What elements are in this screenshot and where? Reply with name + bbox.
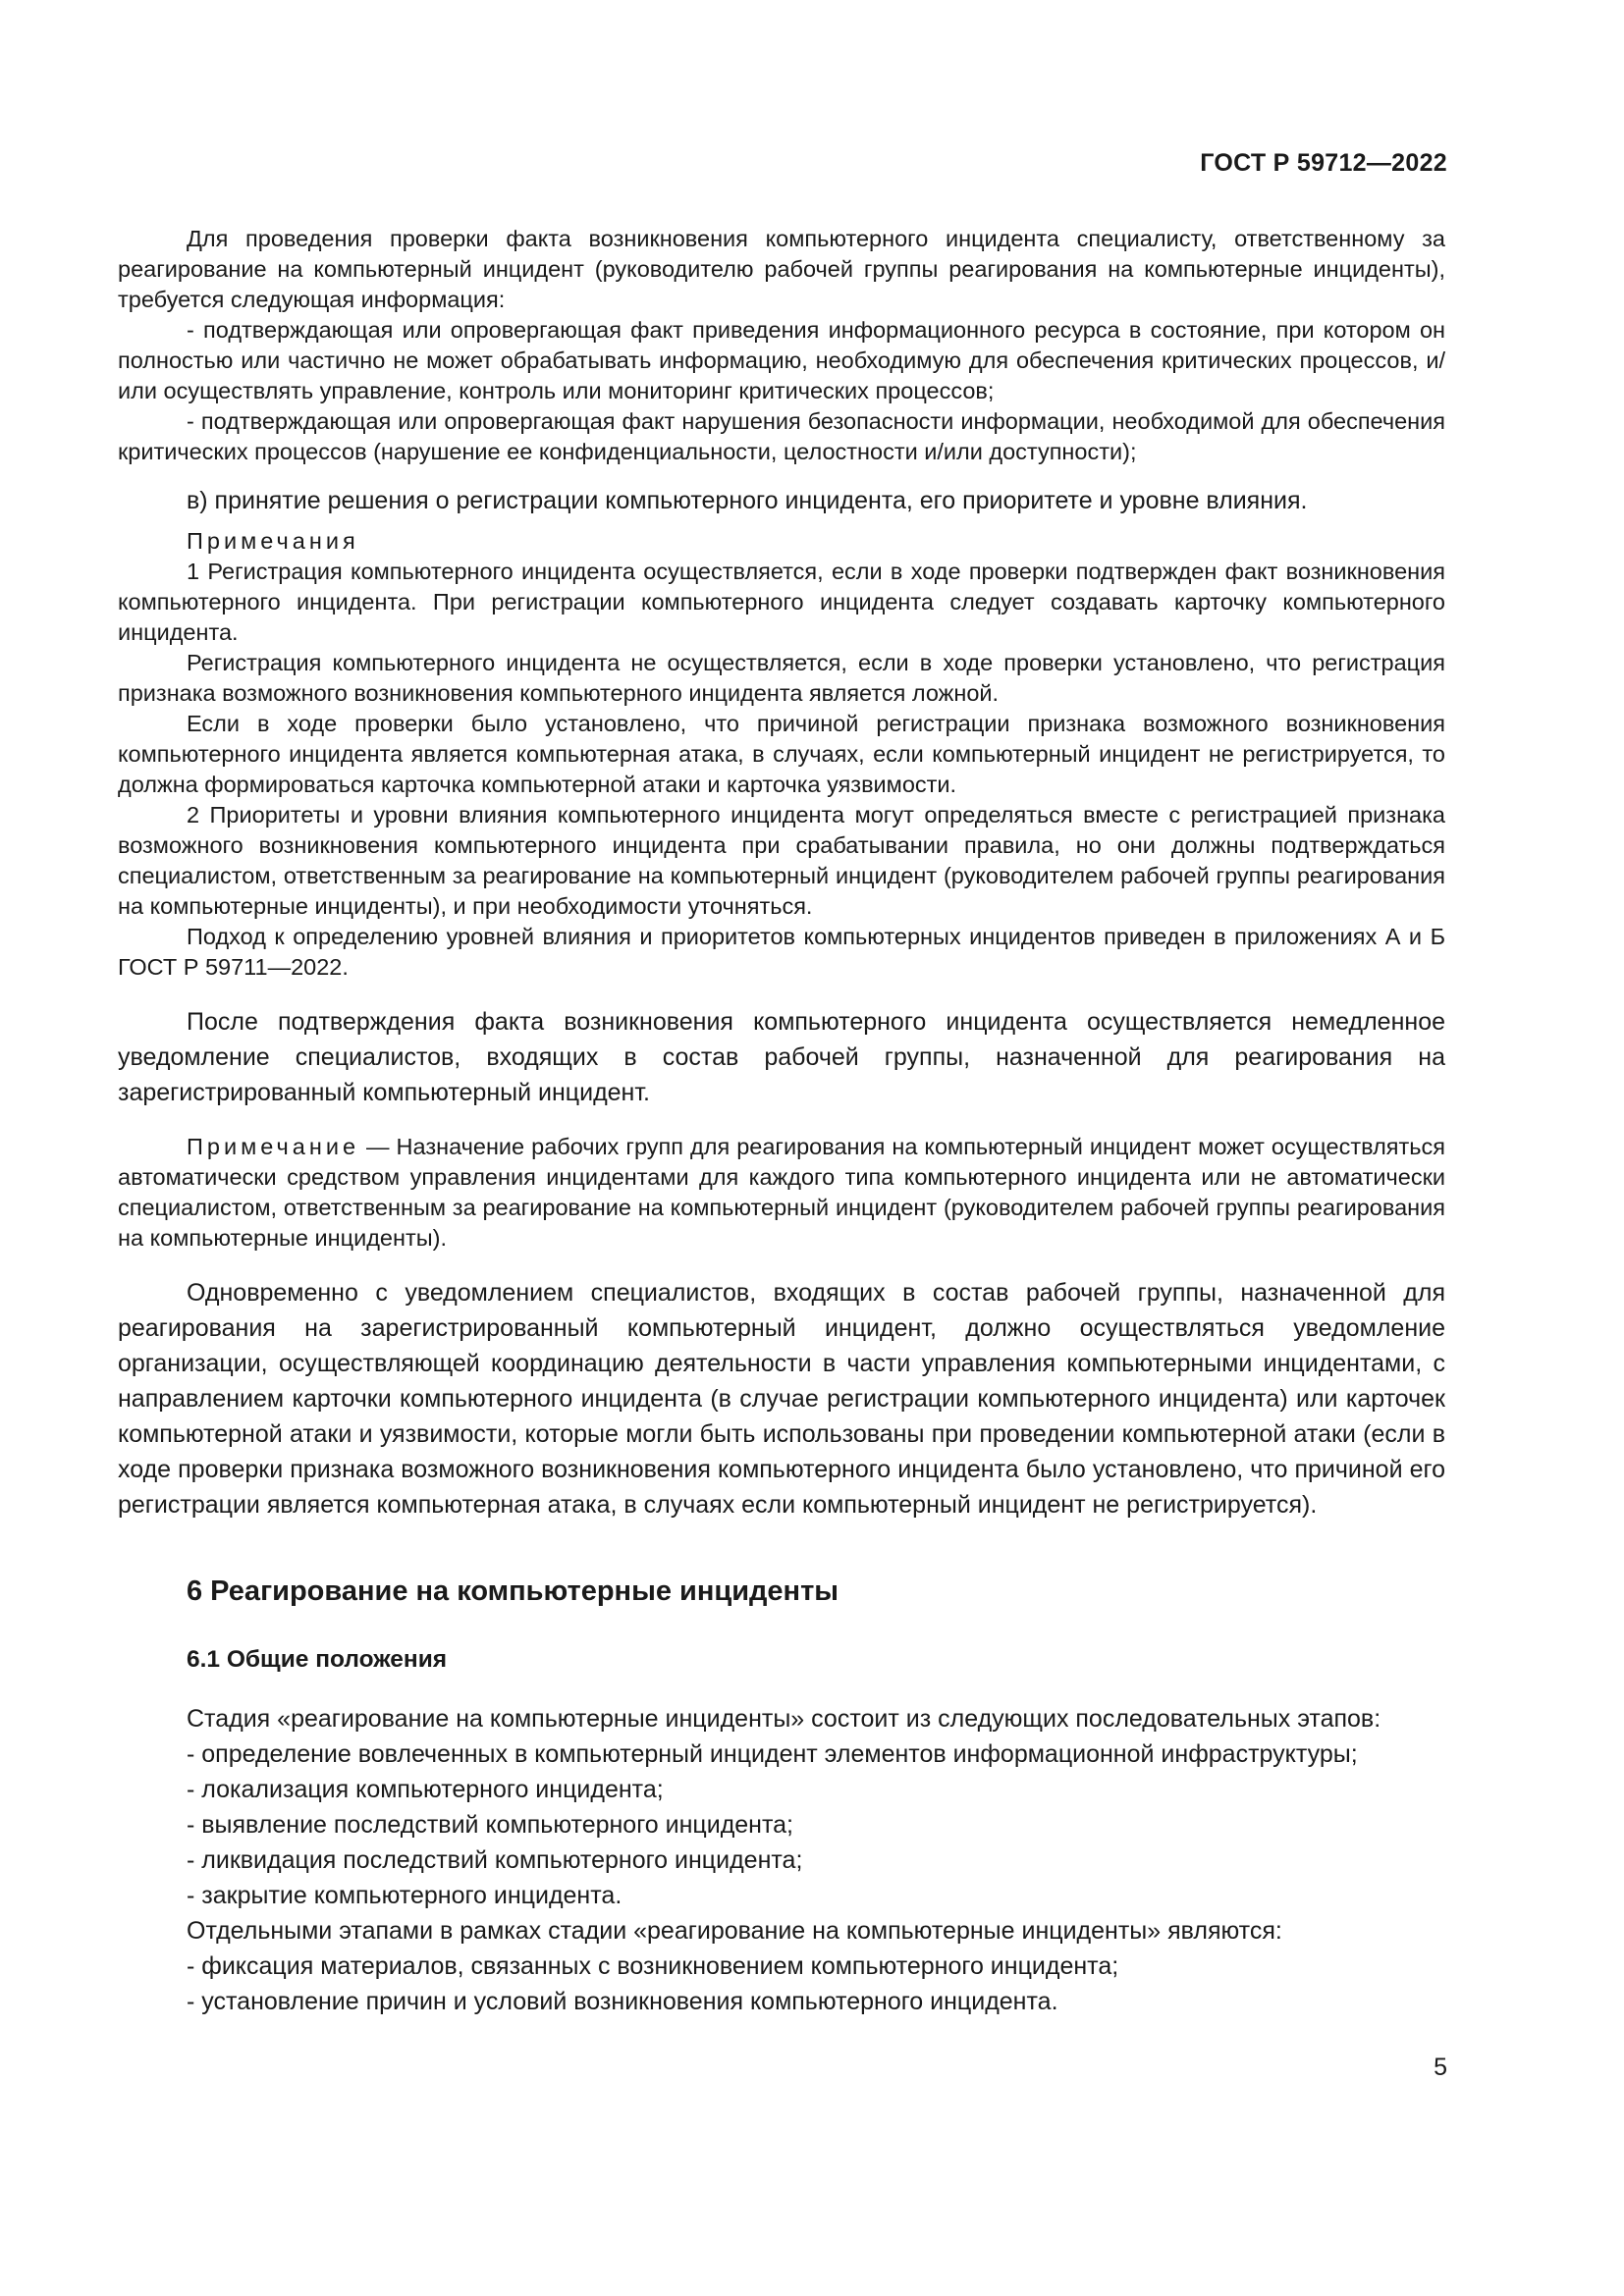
paragraph-coordination: Одновременно с уведомлением специалистов, входящих в состав рабочей группы, назначенной для реагирования на зарегистрированный компьютерный инцидент, должно осуществляться уведомление организации, осуществляющей координацию деятельности в части управления компьютерными инцидентами, с направлением карточки компьютерного инцидента (в случае регистрации компьютерного инцидента) или карточек компьютерной атаки и уязвимости, которые могли быть использованы при проведении компьютерной атаки (если в ходе проверки признака возможного возникновения компьютерного инцидента было установлено, что причиной его регистрации является компьютерная атака, в случаях если компьютерный инцидент не регистрируется). (118, 1279, 1445, 1519)
note-2: 2 Приоритеты и уровни влияния компьютерного инцидента могут определяться вместе с регистрацией признака возможного возникновения компьютерного инцидента при срабатывании правила, но они должны подтверждаться специалистом, ответственным за реагирование на компьютерный инцидент (руководителем рабочей группы реагирования на компьютерные инциденты), и при необходимости уточняться. (118, 802, 1445, 919)
note-1: 1 Регистрация компьютерного инцидента осуществляется, если в ходе проверки подтвержден факт возникновения компьютерного инцидента. При регистрации компьютерного инцидента следует создавать карточку компьютерного инцидента. (118, 559, 1445, 645)
stages-intro: Стадия «реагирование на компьютерные инциденты» состоит из следующих последовательных этапов: (187, 1705, 1381, 1733)
list-item: - подтверждающая или опровергающая факт приведения информационного ресурса в состояние, при котором он полностью или частично не может обрабатывать информацию, необходимую для обеспечения критических процессов, и/или осуществлять управление, контроль или мониторинг критических процессов; (118, 317, 1445, 403)
section-6-heading: 6 Реагирование на компьютерные инциденты (187, 1575, 839, 1607)
page-content (118, 224, 1445, 2019)
item-v-decision: в) принятие решения о регистрации компьютерного инцидента, его приоритете и уровне влияния. (187, 487, 1308, 514)
note-2-paragraph-2: Подход к определению уровней влияния и приоритетов компьютерных инцидентов приведен в приложениях А и Б ГОСТ Р 59711—2022. (118, 924, 1445, 980)
list-item: - установление причин и условий возникновения компьютерного инцидента. (187, 1988, 1058, 2015)
list-item: - фиксация материалов, связанных с возникновением компьютерного инцидента; (187, 1952, 1119, 1980)
list-item: - закрытие компьютерного инцидента. (187, 1882, 623, 1909)
list-item: - ликвидация последствий компьютерного инцидента; (187, 1846, 803, 1874)
list-item: - выявление последствий компьютерного инцидента; (187, 1811, 794, 1839)
note-assignment (118, 1132, 1445, 1254)
list-item: - локализация компьютерного инцидента; (187, 1776, 664, 1803)
note-title: Примечание (187, 1134, 360, 1159)
notes-title: Примечания (187, 528, 359, 554)
list-item: - определение вовлеченных в компьютерный инцидент элементов информационной инфраструктуры; (187, 1740, 1358, 1768)
note-1-paragraph-2: Регистрация компьютерного инцидента не осуществляется, если в ходе проверки установлено, что регистрация признака возможного возникновения компьютерного инцидента является ложной. (118, 650, 1445, 706)
paragraph-verification-info: Для проведения проверки факта возникновения компьютерного инцидента специалисту, ответственному за реагирование на компьютерный инцидент (руководителю рабочей группы реагирования на компьютерные инциденты), требуется следующая информация: (118, 226, 1445, 312)
paragraph-notification: После подтверждения факта возникновения компьютерного инцидента осуществляется немедленное уведомление специалистов, входящих в состав рабочей группы, назначенной для реагирования на зарегистрированный компьютерный инцидент. (118, 1008, 1445, 1106)
note-1-paragraph-3: Если в ходе проверки было установлено, что причиной регистрации признака возможного возникновения компьютерного инцидента является компьютерная атака, в случаях, если компьютерный инцидент не регистрируется, то должна формироваться карточка компьютерной атаки и карточка уязвимости. (118, 711, 1445, 797)
section-6-1-heading: 6.1 Общие положения (187, 1646, 448, 1673)
separate-stages-intro: Отдельными этапами в рамках стадии «реагирование на компьютерные инциденты» являются: (187, 1917, 1282, 1945)
note-text: — Назначение рабочих групп для реагирования на компьютерный инцидент может осуществляться автоматически средством управления инцидентами для каждого типа компьютерного инцидента или не автоматически специалистом, ответственным за реагирование на компьютерный инцидент (руководителем рабочей группы реагирования на компьютерные инциденты). (118, 1134, 1445, 1251)
page-number: 5 (1434, 2054, 1447, 2081)
list-item: - подтверждающая или опровергающая факт нарушения безопасности информации, необходимой для обеспечения критических процессов (нарушение ее конфиденциальности, целостности и/или доступности); (118, 408, 1445, 464)
document-id-header: ГОСТ Р 59712—2022 (1200, 149, 1447, 177)
